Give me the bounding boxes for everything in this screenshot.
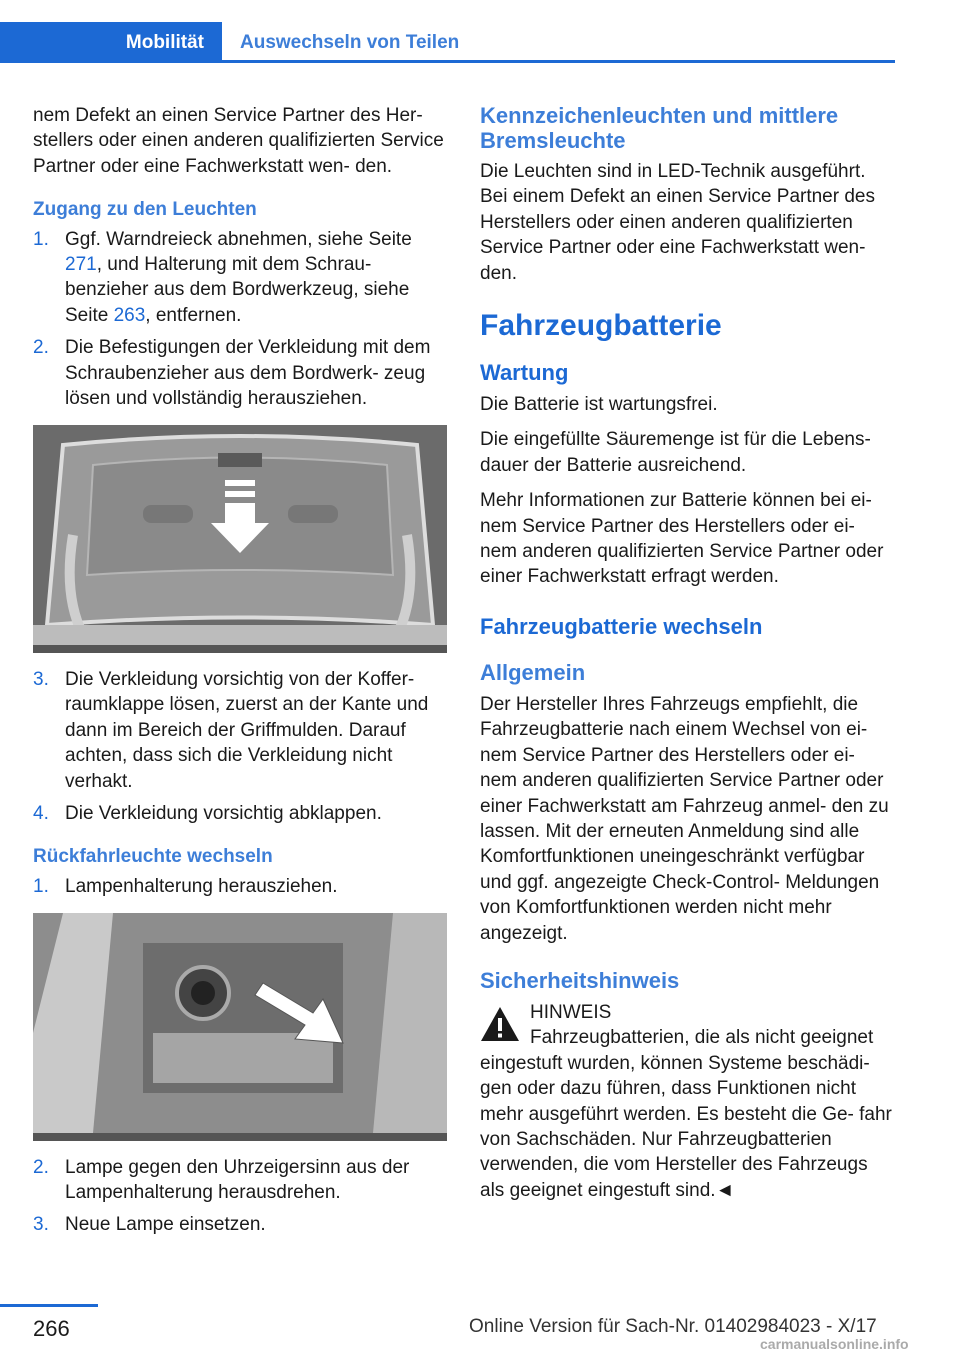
steps-rueckfahr-cont bbox=[33, 1155, 447, 1238]
allgemein-title: Allgemein bbox=[480, 659, 586, 685]
kennzeichen-title: Kennzeichenleuchten und mittlere Bremsleuchte bbox=[480, 103, 839, 153]
wechseln-title: Fahrzeugbatterie wechseln bbox=[480, 613, 763, 639]
tab-auswechseln[interactable]: Auswechseln von Teilen bbox=[240, 32, 460, 53]
trunk-lid-figure bbox=[33, 425, 447, 652]
list-item bbox=[33, 335, 447, 411]
step-number: 2. bbox=[33, 1156, 49, 1178]
fahrzeugbatterie-title: Fahrzeugbatterie bbox=[480, 309, 722, 343]
step-text: Lampe gegen den Uhrzeigersinn aus der Lampenhalterung herausdrehen. bbox=[65, 1156, 410, 1203]
wartung-paragraph: Die eingefüllte Säuremenge ist für die Lebens- dauer der Batterie ausreichend. bbox=[480, 429, 871, 476]
list-item bbox=[33, 227, 447, 329]
steps-zugang bbox=[33, 227, 447, 412]
list-item bbox=[33, 667, 447, 794]
intro-paragraph: nem Defekt an einen Service Partner des Her- stellers oder einen anderen qualifizierten Service Partner oder eine Fachwerkstatt wen- den. bbox=[33, 105, 444, 177]
kennzeichen-paragraph: Die Leuchten sind in LED-Technik ausgeführt. Bei einem Defekt an einen Service Partner des Herstellers oder einen anderen qualifizierten Service Partner oder eine Fachwerkstatt wen- den. bbox=[480, 161, 875, 284]
right-column bbox=[480, 103, 894, 1203]
allgemein-paragraph: Der Hersteller Ihres Fahrzeugs empfiehlt, die Fahrzeugbatterie nach einem Wechsel von ei- nem Service Partner des Herstellers oder ei- nem anderen qualifizierten Service Partner oder einer Fachwerkstatt am Fahrzeug anmel- den zu lassen. Mit der erneuten Anmeldung sind alle Komfortfunktionen uneingeschränkt verfügbar und ggf. angezeigte Check-Control- Meldungen von Komfortfunktionen werden nicht mehr angezeigt. bbox=[480, 693, 889, 944]
wartung-paragraph: Mehr Informationen zur Batterie können bei ei- nem Service Partner des Herstellers oder ei- nem anderen qualifizierten Service Partner oder einer Fachwerkstatt erfragt werden. bbox=[480, 490, 884, 588]
hinweis-label: HINWEIS bbox=[530, 1001, 612, 1023]
step-number: 3. bbox=[33, 1214, 49, 1236]
step-text: Die Verkleidung vorsichtig abklappen. bbox=[65, 802, 382, 824]
online-version: Online Version für Sach-Nr. 01402984023 - X/17 bbox=[469, 1316, 877, 1337]
watermark: carmanualsonline.info bbox=[760, 1336, 909, 1352]
list-item bbox=[33, 1212, 447, 1237]
page-link-271[interactable]: 271 bbox=[65, 254, 97, 276]
wartung-title: Wartung bbox=[480, 360, 569, 386]
step-text: , entfernen. bbox=[145, 304, 242, 326]
page-number: 266 bbox=[33, 1316, 70, 1341]
page-link-263[interactable]: 263 bbox=[113, 304, 146, 326]
sicherheit-title: Sicherheitshinweis bbox=[480, 967, 680, 993]
footer-rule bbox=[0, 1304, 98, 1307]
section-rueckfahr-title: Rückfahrleuchte wechseln bbox=[33, 846, 273, 868]
list-item bbox=[33, 801, 447, 826]
hinweis-text bbox=[480, 1025, 894, 1203]
step-number: 4. bbox=[33, 802, 49, 824]
list-item bbox=[33, 874, 447, 899]
step-text: , und Halterung mit dem Schrau- benzieher aus dem Bordwerkzeug, siehe Seite bbox=[65, 254, 410, 326]
list-item bbox=[33, 1155, 447, 1206]
header-tabs bbox=[0, 22, 895, 62]
step-number: 1. bbox=[33, 228, 49, 250]
step-number: 1. bbox=[33, 875, 49, 897]
header-rule bbox=[0, 60, 895, 63]
step-number: 3. bbox=[33, 668, 49, 690]
left-column bbox=[33, 103, 447, 1246]
steps-zugang-cont bbox=[33, 667, 447, 826]
step-text: Die Befestigungen der Verkleidung mit dem Schraubenzieher aus dem Bordwerk- zeug lösen und vollständig herausziehen. bbox=[65, 337, 431, 410]
section-zugang-title: Zugang zu den Leuchten bbox=[33, 199, 257, 221]
trunk-lid-image bbox=[33, 425, 447, 645]
warning-triangle-icon bbox=[480, 1006, 520, 1042]
lamp-holder-figure bbox=[33, 913, 447, 1140]
step-text: Lampenhalterung herausziehen. bbox=[65, 875, 338, 897]
lamp-holder-image bbox=[33, 913, 447, 1133]
wartung-paragraph: Die Batterie ist wartungsfrei. bbox=[480, 394, 718, 416]
step-text: Neue Lampe einsetzen. bbox=[65, 1214, 266, 1236]
steps-rueckfahr bbox=[33, 874, 447, 899]
tab-mobilitaet[interactable]: Mobilität bbox=[0, 22, 222, 63]
step-number: 2. bbox=[33, 337, 49, 359]
warning-block bbox=[480, 1000, 894, 1203]
step-text: Ggf. Warndreieck abnehmen, siehe Seite bbox=[65, 228, 412, 250]
hinweis-body: Fahrzeugbatterien, die als nicht geeignet eingestuft wurden, können Systeme beschädi- gen oder dazu führen, dass Funktionen nicht mehr ausgeführt werden. Es besteht die Ge- fahr von Sachschäden. Nur Fahrzeugbatterien verwenden, die vom Hersteller des Fahrzeugs als geeignet eingestuft sind.◄ bbox=[480, 1027, 892, 1201]
step-text: Die Verkleidung vorsichtig von der Koffer- raumklappe lösen, zuerst an der Kante und dann im Bereich der Griffmulden. Darauf achten, dass sich die Verkleidung nicht verhakt. bbox=[65, 668, 429, 792]
